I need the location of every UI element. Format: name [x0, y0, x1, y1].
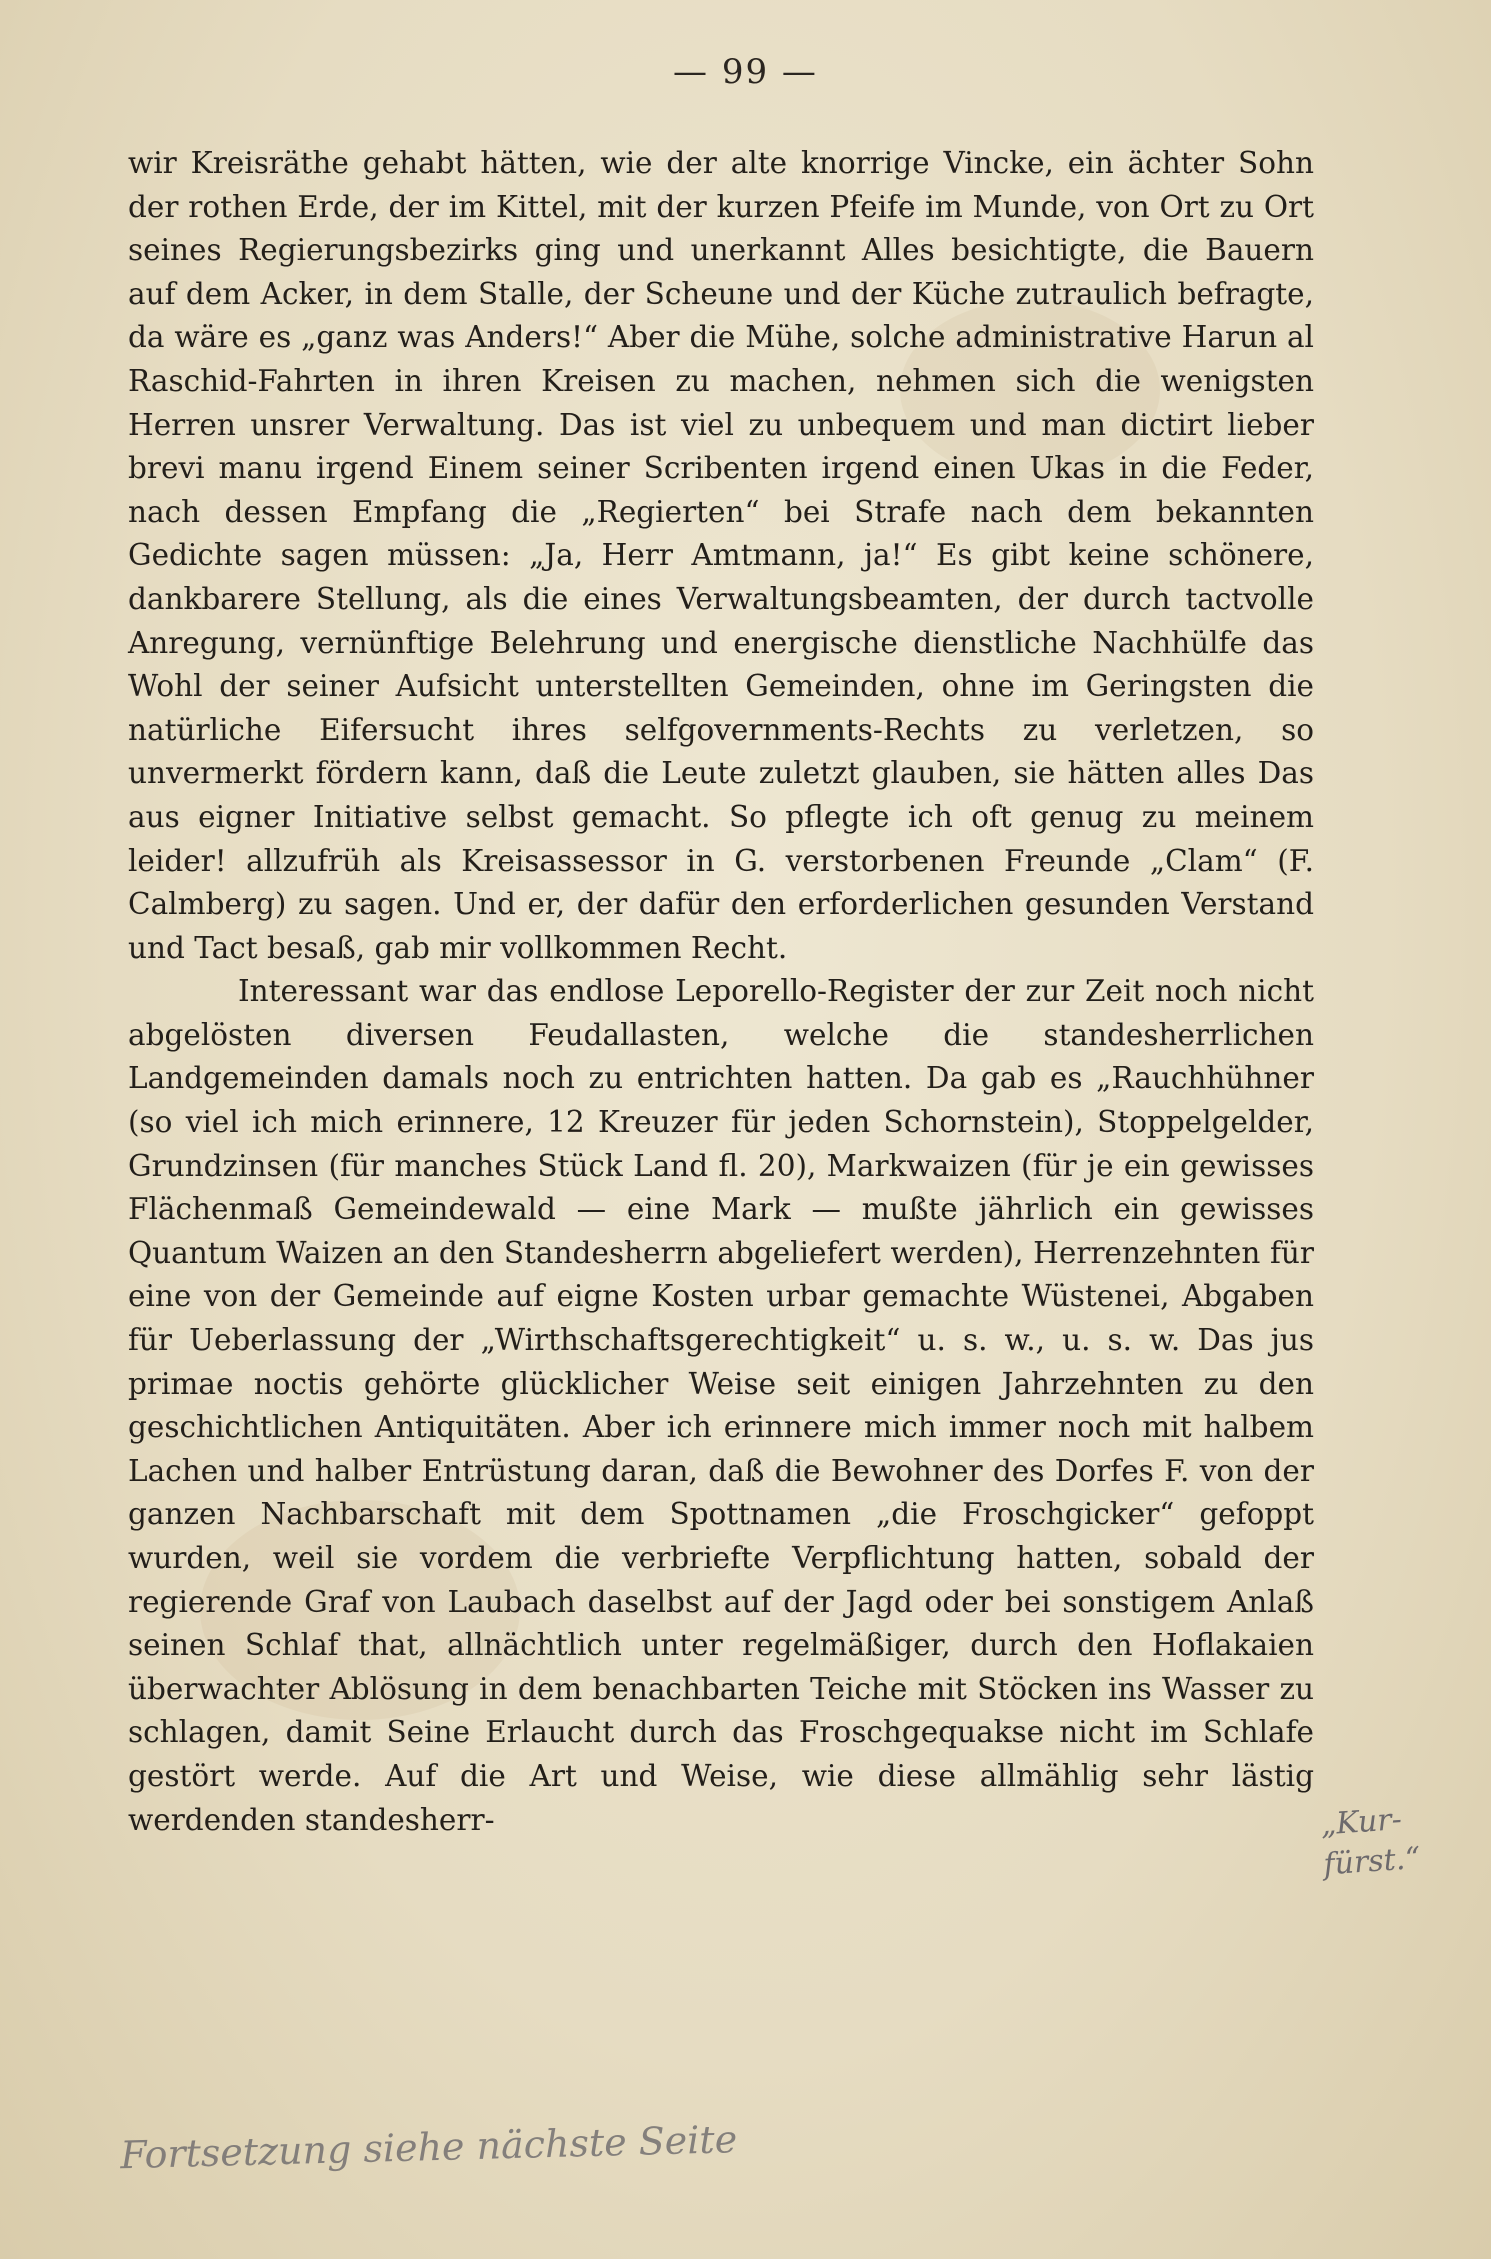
body-text	[128, 142, 1314, 1842]
handwritten-bottom-note: Fortsetzung siehe nächste Seite	[119, 2117, 738, 2178]
page-number: — 99 —	[673, 52, 818, 92]
paragraph-1: wir Kreisräthe gehabt hätten, wie der alte knorrige Vincke, ein ächter Sohn der rothen Erde, der im Kittel, mit der kurzen Pfeife im Munde, von Ort zu Ort seines Regierungsbezirks ging und unerkannt Alles besichtigte, die Bauern auf dem Acker, in dem Stalle, der Scheune und der Küche zutraulich befragte, da wäre es „ganz was Anders!“ Aber die Mühe, solche administrative Harun al Raschid-Fahrten in ihren Kreisen zu machen, nehmen sich die wenigsten Herren unsrer Verwaltung. Das ist viel zu unbequem und man dictirt lieber brevi manu irgend Einem seiner Scribenten irgend einen Ukas in die Feder, nach dessen Empfang die „Regierten“ bei Strafe nach dem bekannten Gedichte sagen müssen: „Ja, Herr Amtmann, ja!“ Es gibt keine schönere, dankbarere Stellung, als die eines Verwaltungsbeamten, der durch tactvolle Anregung, vernünftige Belehrung und energische dienstliche Nachhülfe das Wohl der seiner Aufsicht unterstellten Gemeinden, ohne im Geringsten die natürliche Eifersucht ihres selfgovernments-Rechts zu verletzen, so unvermerkt fördern kann, daß die Leute zuletzt glauben, sie hätten alles Das aus eigner Initiative selbst gemacht. So pflegte ich oft genug zu meinem leider! allzufrüh als Kreisassessor in G. verstorbenen Freunde „Clam“ (F. Calmberg) zu sagen. Und er, der dafür den erforderlichen gesunden Verstand und Tact besaß, gab mir vollkommen Recht.	[128, 146, 1314, 965]
paragraph-2: Interessant war das endlose Leporello-Register der zur Zeit noch nicht abgelösten diversen Feudallasten, welche die standesherrlichen Landgemeinden damals noch zu entrichten hatten. Da gab es „Rauchhühner (so viel ich mich erinnere, 12 Kreuzer für jeden Schornstein), Stoppelgelder, Grundzinsen (für manches Stück Land fl. 20), Markwaizen (für je ein gewisses Flächenmaß Gemeindewald — eine Mark — mußte jährlich ein gewisses Quantum Waizen an den Standesherrn abgeliefert werden), Herrenzehnten für eine von der Gemeinde auf eigne Kosten urbar gemachte Wüstenei, Abgaben für Ueberlassung der „Wirthschaftsgerechtigkeit“ u. s. w., u. s. w. Das jus primae noctis gehörte glücklicher Weise seit einigen Jahrzehnten zu den geschichtlichen Antiquitäten. Aber ich erinnere mich immer noch mit halbem Lachen und halber Entrüstung daran, daß die Bewohner des Dorfes F. von der ganzen Nachbarschaft mit dem Spottnamen „die Froschgicker“ gefoppt wurden, weil sie vordem die verbriefte Verpflichtung hatten, sobald der regierende Graf von Laubach daselbst auf der Jagd oder bei sonstigem Anlaß seinen Schlaf that, allnächtlich unter regelmäßiger, durch den Hoflakaien überwachter Ablösung in dem benachbarten Teiche mit Stöcken ins Wasser zu schlagen, damit Seine Erlaucht durch das Froschgequakse nicht im Schlafe gestört werde. Auf die Art und Weise, wie diese allmählig sehr lästig werdenden standesherr-	[128, 974, 1314, 1837]
handwritten-margin-note: „Kur- fürst.“	[1319, 1802, 1422, 1883]
